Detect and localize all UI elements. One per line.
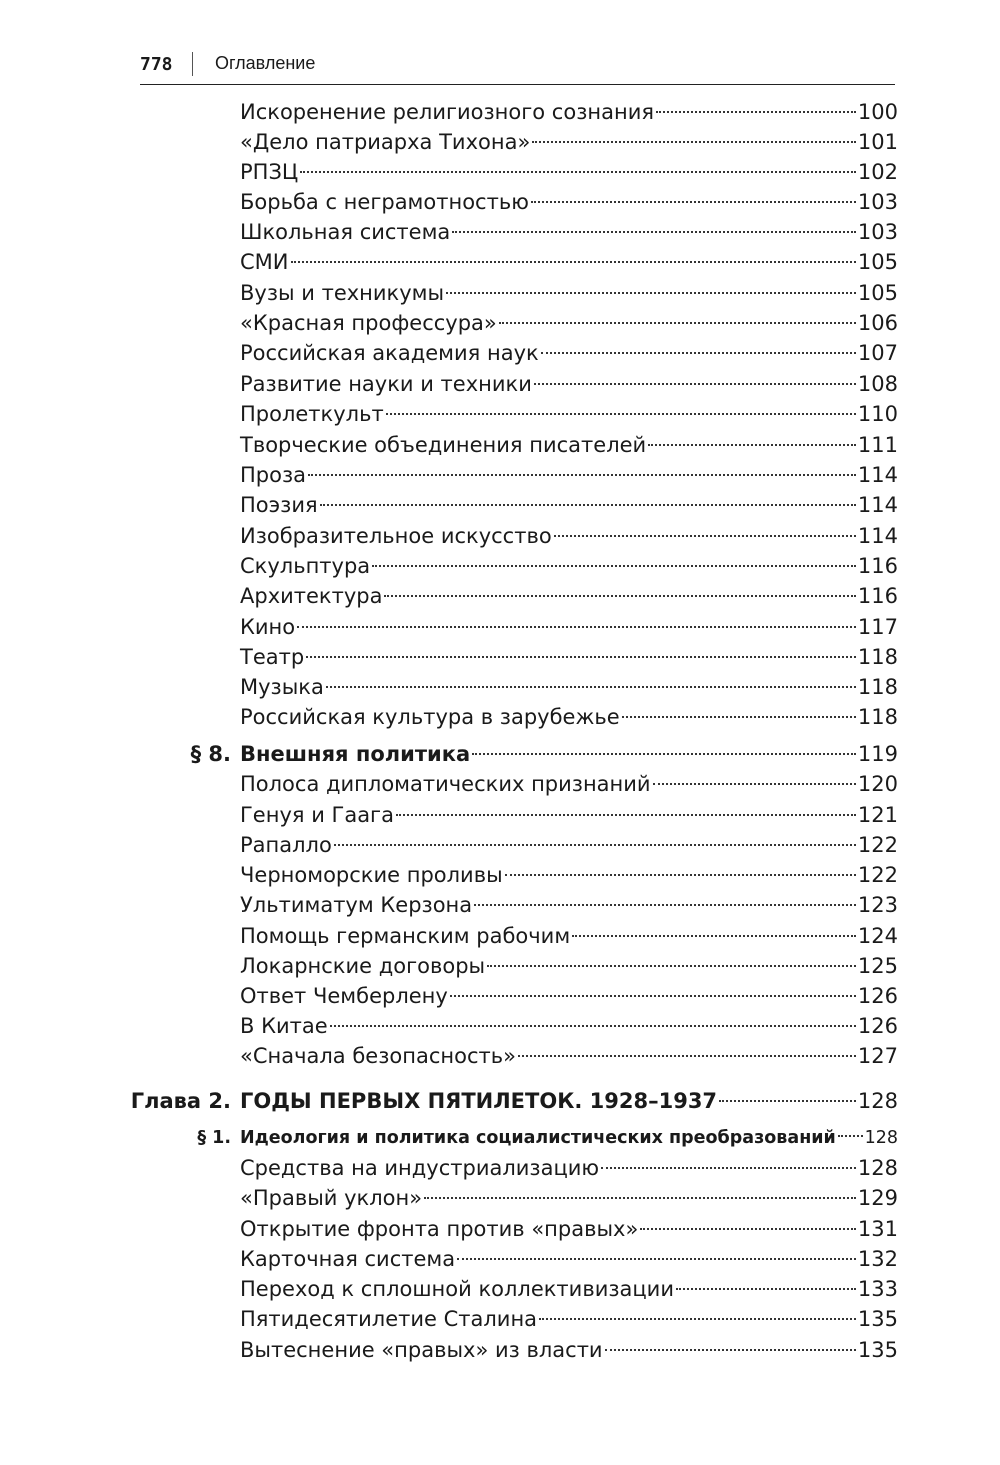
- dot-leader: [384, 595, 855, 597]
- toc-entry-page: 105: [857, 281, 898, 305]
- dot-leader: [452, 231, 856, 233]
- toc-entry-title: Черноморские проливы: [240, 863, 503, 887]
- toc-entry-title: Поэзия: [240, 493, 318, 517]
- toc-entry-title: Пролеткульт: [240, 402, 384, 426]
- toc-entry-title: Помощь германским рабочим: [240, 924, 571, 948]
- toc-entry: [197, 1123, 898, 1153]
- toc-entry-page: 116: [857, 584, 898, 608]
- toc-entry-page: 129: [857, 1186, 898, 1210]
- toc-entry: [240, 1335, 898, 1365]
- toc-entry: [240, 1153, 898, 1183]
- page-number: 778: [140, 54, 173, 75]
- dot-leader: [505, 874, 856, 876]
- toc-entry: [240, 1304, 898, 1334]
- toc-entry-title: Локарнские договоры: [240, 954, 486, 978]
- toc-entry-number: Глава 2.: [130, 1089, 231, 1113]
- dot-leader: [676, 1288, 856, 1290]
- toc-entry: [240, 981, 898, 1011]
- toc-entry: [240, 399, 898, 429]
- toc-entry-page: 110: [857, 402, 898, 426]
- toc-entry: [130, 1086, 898, 1116]
- toc-entry-page: 116: [857, 554, 898, 578]
- toc-entry: [240, 338, 898, 368]
- toc-entry-page: 103: [857, 190, 898, 214]
- dot-leader: [838, 1135, 863, 1137]
- toc-entry-title: Борьба с неграмотностью: [240, 190, 529, 214]
- dot-leader: [539, 1318, 856, 1320]
- dot-leader: [532, 141, 856, 143]
- toc-entry: [190, 739, 898, 769]
- dot-leader: [531, 201, 856, 203]
- toc-entry-page: 131: [857, 1217, 898, 1241]
- dot-leader: [622, 716, 856, 718]
- dot-leader: [518, 1055, 856, 1057]
- toc-entry-page: 121: [857, 803, 898, 827]
- dot-leader: [605, 1349, 856, 1351]
- dot-leader: [474, 904, 856, 906]
- toc-entry-page: 108: [857, 372, 898, 396]
- toc-entry-page: 103: [857, 220, 898, 244]
- toc-entry-title: Творческие объединения писателей: [240, 433, 647, 457]
- toc-entry: [240, 890, 898, 920]
- toc-entry: [240, 187, 898, 217]
- toc-entry-page: 120: [857, 772, 898, 796]
- toc-entry-title: Карточная система: [240, 1247, 456, 1271]
- toc-entry-title: СМИ: [240, 250, 289, 274]
- toc-entry: [240, 1183, 898, 1213]
- dot-leader: [320, 504, 856, 506]
- toc-entry-title: Полоса дипломатических признаний: [240, 772, 651, 796]
- toc-entry-page: 101: [857, 130, 898, 154]
- dot-leader: [386, 413, 856, 415]
- toc-entry: [240, 127, 898, 157]
- toc-entry-page: 102: [857, 160, 898, 184]
- toc-entry-page: 126: [857, 984, 898, 1008]
- toc-entry-page: 106: [857, 311, 898, 335]
- toc-entry-title: Средства на индустриализацию: [240, 1156, 600, 1180]
- dot-leader: [541, 352, 856, 354]
- toc-entry-title: Искоренение религиозного сознания: [240, 100, 654, 124]
- toc-entry-page: 118: [857, 645, 898, 669]
- toc-entry-page: 122: [857, 833, 898, 857]
- dot-leader: [300, 171, 856, 173]
- toc-entry: [240, 830, 898, 860]
- dot-leader: [308, 474, 856, 476]
- toc-entry-title: Ответ Чемберлену: [240, 984, 448, 1008]
- toc-entry-title: Развитие науки и техники: [240, 372, 532, 396]
- toc-entry-page: 107: [857, 341, 898, 365]
- toc-entry: [240, 1244, 898, 1274]
- dot-leader: [424, 1197, 856, 1199]
- toc-entry-page: 100: [857, 100, 898, 124]
- toc-entry-page: 114: [857, 493, 898, 517]
- toc-entry-title: «Сначала безопасность»: [240, 1044, 516, 1068]
- toc-entry-title: Кино: [240, 615, 296, 639]
- toc-entry: [240, 769, 898, 799]
- toc-entry: [240, 702, 898, 732]
- toc-entry-page: 127: [857, 1044, 898, 1068]
- dot-leader: [297, 626, 856, 628]
- dot-leader: [499, 322, 856, 324]
- toc-entry: [240, 1214, 898, 1244]
- dot-leader: [457, 1258, 856, 1260]
- toc-entry-title: Проза: [240, 463, 307, 487]
- toc-entry-page: 123: [857, 893, 898, 917]
- toc-entry: [240, 157, 898, 187]
- toc-entry-page: 132: [857, 1247, 898, 1271]
- toc-entry-title: Рапалло: [240, 833, 332, 857]
- toc-entry-title: Музыка: [240, 675, 324, 699]
- toc-entry: [240, 672, 898, 702]
- toc-entry-title: Российская культура в зарубежье: [240, 705, 620, 729]
- toc-entry-page: 114: [857, 463, 898, 487]
- running-title: Оглавление: [215, 53, 316, 73]
- toc-entry: [240, 642, 898, 672]
- toc-entry-title: «Правый уклон»: [240, 1186, 423, 1210]
- toc-entry-page: 135: [857, 1307, 898, 1331]
- toc-entry-number: § 8.: [190, 742, 231, 766]
- toc-entry-title: Идеология и политика социалистических преобразований: [240, 1128, 836, 1148]
- toc-entry: [240, 521, 898, 551]
- toc-entry-number: § 1.: [197, 1128, 231, 1148]
- dot-leader: [572, 935, 856, 937]
- toc-entry: [240, 1041, 898, 1071]
- toc-entry: [240, 430, 898, 460]
- toc-entry-page: 118: [857, 705, 898, 729]
- toc-entry-page: 114: [857, 524, 898, 548]
- dot-leader: [326, 686, 856, 688]
- toc-entry-title: Скульптура: [240, 554, 371, 578]
- toc-entry-title: Ультиматум Керзона: [240, 893, 473, 917]
- toc-entry-title: «Дело патриарха Тихона»: [240, 130, 531, 154]
- toc-entry-title: Пятидесятилетие Сталина: [240, 1307, 538, 1331]
- toc-entry: [240, 581, 898, 611]
- toc-entry: [240, 612, 898, 642]
- toc-entry-page: 128: [857, 1089, 898, 1113]
- toc-entry-title: Российская академия наук: [240, 341, 539, 365]
- dot-leader: [291, 261, 856, 263]
- dot-leader: [648, 444, 856, 446]
- toc-entry-title: Переход к сплошной коллективизации: [240, 1277, 674, 1301]
- toc-entry-page: 118: [857, 675, 898, 699]
- toc-entry-page: 122: [857, 863, 898, 887]
- dot-leader: [330, 1025, 856, 1027]
- dot-leader: [450, 995, 856, 997]
- toc-entry: [240, 217, 898, 247]
- toc-entry-title: ГОДЫ ПЕРВЫХ ПЯТИЛЕТОК. 1928–1937: [240, 1089, 718, 1113]
- toc-entry: [240, 551, 898, 581]
- toc-entry-page: 105: [857, 250, 898, 274]
- toc-entry: [240, 369, 898, 399]
- toc-entry: [240, 460, 898, 490]
- toc-entry-title: Внешняя политика: [240, 742, 471, 766]
- toc-entry-page: 124: [857, 924, 898, 948]
- toc-entry: [240, 951, 898, 981]
- toc-entry: [240, 800, 898, 830]
- toc-entry-title: РПЗЦ: [240, 160, 299, 184]
- toc-entry: [240, 97, 898, 127]
- toc-entry-title: В Китае: [240, 1014, 328, 1038]
- toc-entry-page: 126: [857, 1014, 898, 1038]
- toc-entry-title: Архитектура: [240, 584, 383, 608]
- toc-entry-page: 125: [857, 954, 898, 978]
- toc-entry-title: Открытие фронта против «правых»: [240, 1217, 639, 1241]
- toc-entry: [240, 860, 898, 890]
- dot-leader: [601, 1167, 856, 1169]
- toc-entry-page: 128: [864, 1128, 898, 1148]
- toc-entry: [240, 921, 898, 951]
- toc-entry: [240, 308, 898, 338]
- toc-entry-page: 111: [857, 433, 898, 457]
- toc-entry-page: 128: [857, 1156, 898, 1180]
- toc-entry: [240, 1274, 898, 1304]
- dot-leader: [334, 844, 856, 846]
- toc-entry-title: «Красная профессура»: [240, 311, 497, 335]
- toc-entry: [240, 278, 898, 308]
- dot-leader: [372, 565, 856, 567]
- toc-entry-title: Вытеснение «правых» из власти: [240, 1338, 603, 1362]
- toc-entry-title: Вузы и техникумы: [240, 281, 445, 305]
- toc-entry-page: 117: [857, 615, 898, 639]
- dot-leader: [554, 535, 856, 537]
- toc-entry-page: 135: [857, 1338, 898, 1362]
- dot-leader: [306, 656, 856, 658]
- dot-leader: [534, 383, 856, 385]
- dot-leader: [472, 753, 856, 755]
- toc-entry-title: Школьная система: [240, 220, 451, 244]
- toc-entry: [240, 247, 898, 277]
- toc-entry-page: 133: [857, 1277, 898, 1301]
- toc-entry-title: Изобразительное искусство: [240, 524, 552, 548]
- dot-leader: [653, 783, 856, 785]
- toc-entry-title: Генуя и Гаага: [240, 803, 394, 827]
- toc-entry-page: 119: [857, 742, 898, 766]
- dot-leader: [487, 965, 856, 967]
- toc-entry: [240, 490, 898, 520]
- toc-entry: [240, 1011, 898, 1041]
- dot-leader: [719, 1100, 856, 1102]
- dot-leader: [446, 292, 856, 294]
- dot-leader: [396, 814, 856, 816]
- dot-leader: [640, 1228, 856, 1230]
- dot-leader: [656, 111, 856, 113]
- toc-entry-title: Театр: [240, 645, 305, 669]
